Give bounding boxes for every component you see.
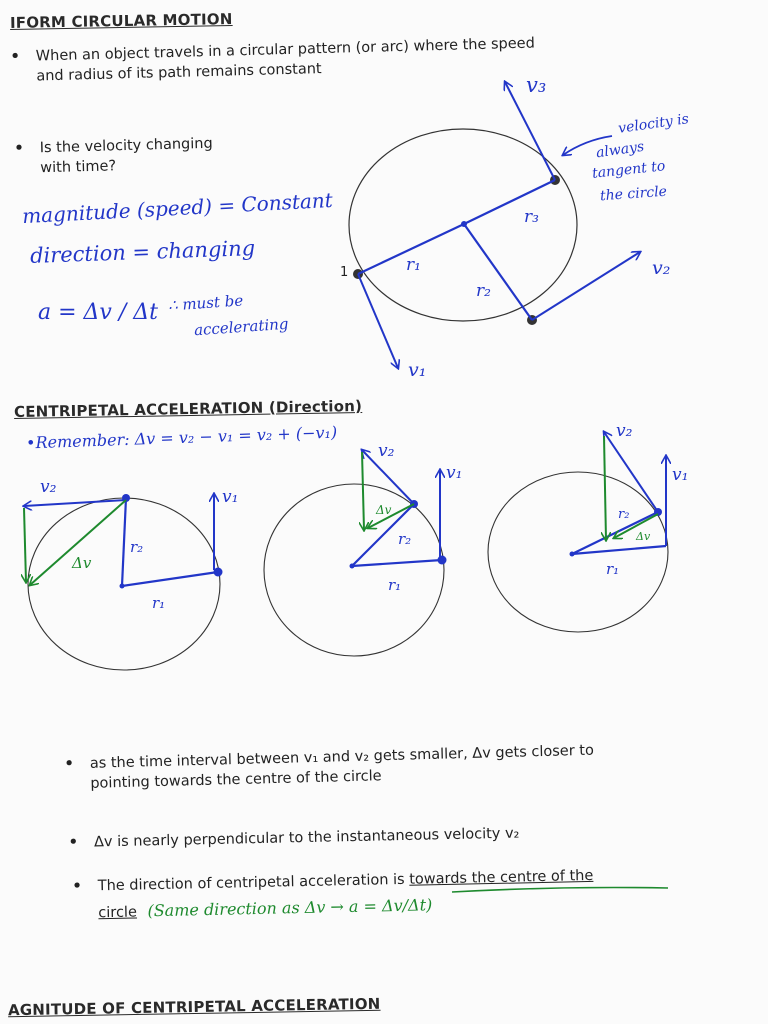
- diagram-2-label-v1: v₁: [446, 463, 463, 483]
- time-interval-line1: as the time interval between v₁ and v₂ gets smaller, Δv gets closer to: [89, 742, 595, 772]
- diagram-3-center: [570, 552, 575, 557]
- diagram-2-label-r2: r₂: [398, 530, 412, 548]
- handwritten-accelerating: accelerating: [193, 314, 290, 340]
- velocity-question-line2: with time?: [40, 158, 117, 177]
- diagram-3-label-v1: v₁: [672, 465, 689, 485]
- vector-diagram-1: [24, 477, 238, 670]
- label-v1: v₁: [408, 359, 427, 381]
- diagram-1-v2-arrow: [24, 500, 126, 506]
- diagram-1-label-r2: r₂: [130, 538, 144, 556]
- diagram-1-center: [120, 584, 125, 589]
- diagram-1-label-r1: r₁: [152, 594, 166, 612]
- direction-text-underlined: towards the centre of the: [409, 867, 594, 888]
- annotation-always: always: [595, 138, 646, 162]
- bullet-dot: •: [9, 45, 21, 68]
- annotation-velocity-is: velocity is: [617, 111, 690, 137]
- label-r1: r₁: [406, 255, 421, 275]
- diagram-3-label-v2: v₂: [616, 421, 633, 441]
- velocity-circle-diagram: [340, 73, 670, 381]
- diagram-3-neg-v1-arrow: [604, 436, 606, 540]
- diagram-2-label-r1: r₁: [388, 576, 402, 594]
- label-r3: r₃: [524, 207, 539, 227]
- diagram-3-label-dv: Δv: [636, 530, 651, 543]
- centripetal-acceleration-heading: CENTRIPETAL ACCELERATION (Direction): [13, 396, 363, 422]
- diagram-2-circle: [264, 484, 444, 656]
- label-v3: v₃: [526, 73, 547, 97]
- bullet-dot: •: [63, 753, 75, 775]
- diagram-1-dv-arrow: [30, 500, 126, 585]
- direction-text: The direction of centripetal acceleration is: [97, 871, 410, 895]
- diagram-1-neg-v1-arrow: [24, 508, 26, 582]
- velocity-v1-arrow: [358, 274, 398, 368]
- handwritten-must-be: ∴ must be: [167, 291, 244, 315]
- velocity-v2-arrow: [532, 252, 640, 320]
- diagram-2-label-v2: v₂: [378, 441, 395, 461]
- velocity-question-line1: Is the velocity changing: [39, 135, 213, 157]
- diagram-3-label-r1: r₁: [606, 560, 620, 578]
- diagram-3-v2-arrow: [604, 432, 658, 512]
- diagram-2-center: [350, 564, 355, 569]
- annotation-the-circle: the circle: [599, 183, 668, 205]
- label-r2: r₂: [476, 281, 491, 301]
- annotation-tangent-to: tangent to: [591, 158, 667, 182]
- vector-diagram-3: [488, 421, 688, 632]
- bullet-dot: •: [71, 875, 83, 897]
- same-direction-note: (Same direction as Δv → a = Δv/Δt): [147, 895, 433, 921]
- handwritten-acceleration-formula: a = Δv / Δt: [38, 300, 158, 325]
- bullet-definition-line2: and radius of its path remains constant: [36, 61, 322, 85]
- diagram-2-neg-v1-arrow: [362, 452, 364, 530]
- time-interval-line2: pointing towards the centre of the circle: [90, 768, 382, 792]
- diagram-1-label-v1: v₁: [222, 487, 239, 507]
- bullet-dot: •: [13, 137, 25, 159]
- diagram-1-label-dv: Δv: [72, 554, 92, 572]
- vector-diagram-2: [264, 441, 462, 656]
- label-v2: v₂: [652, 257, 671, 279]
- point-1-label: 1: [340, 265, 349, 280]
- diagram-3-label-r2: r₂: [618, 507, 630, 522]
- bullet-dot: •: [67, 831, 79, 853]
- diagram-2-point-1: [438, 556, 447, 565]
- uniform-circular-motion-heading: IFORM CIRCULAR MOTION: [9, 10, 233, 32]
- magnitude-heading: AGNITUDE OF CENTRIPETAL ACCELERATION: [7, 994, 381, 1020]
- diagram-2-r1: [352, 560, 442, 566]
- diagram-1-r2: [122, 498, 126, 586]
- diagram-1-r1: [122, 572, 218, 586]
- remember-delta-v: •Remember: Δv = v₂ − v₁ = v₂ + (−v₁): [25, 422, 338, 453]
- annotation-pointer-arrow: [563, 136, 612, 155]
- radius-r3: [464, 180, 555, 224]
- circle-word: circle: [98, 904, 138, 922]
- handwritten-direction: direction = changing: [29, 236, 256, 268]
- handwritten-magnitude: magnitude (speed) = Constant: [21, 187, 334, 229]
- diagram-2-label-dv: Δv: [376, 503, 392, 517]
- bullet-definition-line1: When an object travels in a circular pattern (or arc) where the speed: [35, 35, 536, 65]
- perpendicular-text: Δv is nearly perpendicular to the instantaneous velocity v₂: [93, 825, 520, 851]
- diagram-1-label-v2: v₂: [40, 477, 57, 497]
- radius-r2: [464, 224, 532, 320]
